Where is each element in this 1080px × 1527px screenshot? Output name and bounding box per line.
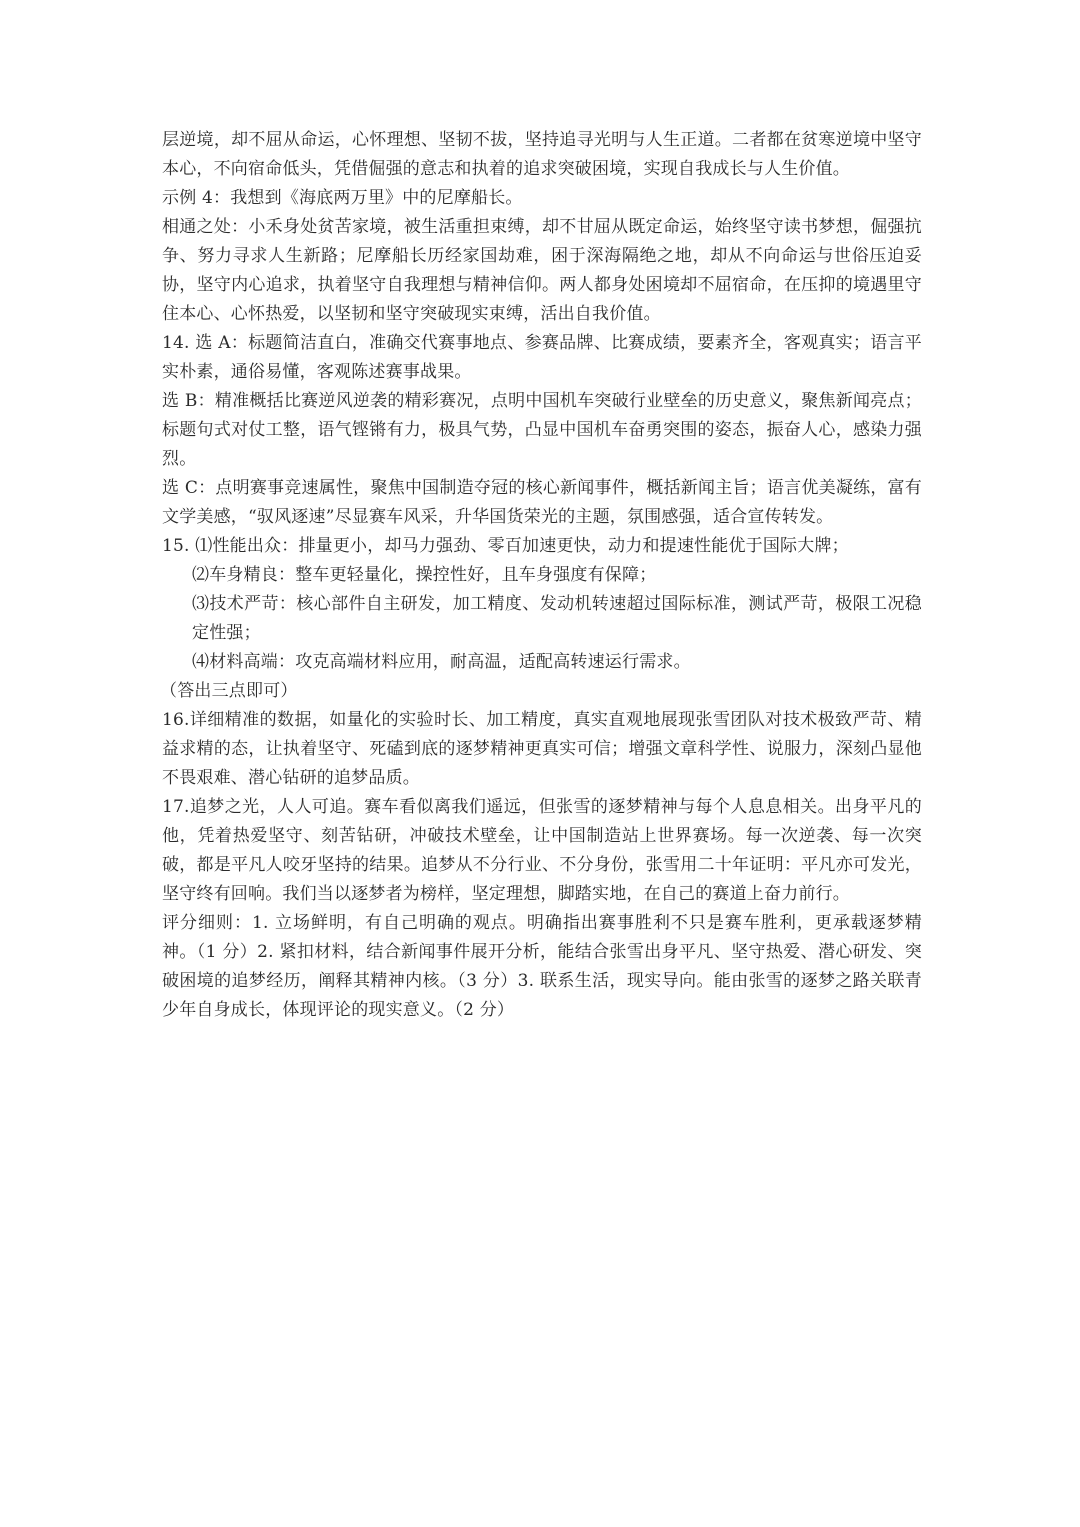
- paragraph-continuation: 层逆境，却不屈从命运，心怀理想、坚韧不拔，坚持追寻光明与人生正道。二者都在贫寒逆境中坚守本心，不向宿命低头，凭借倔强的意志和执着的追求突破困境，实现自我成长与人生价值。: [162, 130, 922, 179]
- answer-text-body: [162, 126, 922, 1025]
- paragraph-q15-point-3: ⑶技术严苛：核心部件自主研发，加工精度、发动机转速超过国际标准，测试严苛，极限工况稳定性强；: [192, 594, 922, 643]
- paragraph-q16: 16.详细精准的数据，如量化的实验时长、加工精度，真实直观地展现张雪团队对技术极致严苛、精益求精的态，让执着坚守、死磕到底的逐梦精神更真实可信；增强文章科学性、说服力，深刻凸显他不畏艰难、潜心钻研的追梦品质。: [162, 710, 922, 788]
- paragraph-q15-point-2: ⑵车身精良：整车更轻量化，操控性好，且车身强度有保障；: [192, 565, 657, 585]
- paragraph-q14-option-c: 选 C：点明赛事竞速属性，聚焦中国制造夺冠的核心新闻事件，概括新闻主旨；语言优美凝练，富有文学美感，“驭风逐速”尽显赛车风采，升华国货荣光的主题，氛围感强，适合宣传转发。: [162, 478, 922, 527]
- paragraph-q14-option-a: 14. 选 A：标题简洁直白，准确交代赛事地点、参赛品牌、比赛成绩，要素齐全，客观真实；语言平实朴素，通俗易懂，客观陈述赛事战果。: [162, 333, 922, 382]
- paragraph-q15-note: （答出三点即可）: [160, 681, 298, 701]
- paragraph-example-4: 示例 4：我想到《海底两万里》中的尼摩船长。: [162, 188, 523, 208]
- paragraph-scoring-rules: 评分细则：1. 立场鲜明，有自己明确的观点。明确指出赛事胜利不只是赛车胜利，更承载逐梦精神。（1 分）2. 紧扣材料，结合新闻事件展开分析，能结合张雪出身平凡、坚守热爱、潜心研发、突破困境的追梦经历，阐释其精神内核。（3 分）3. 联系生活，现实导向。能由张雪的逐梦之路关联青少年自身成长，体现评论的现实意义。（2 分）: [162, 913, 922, 1020]
- paragraph-q15-point-1: 15. ⑴性能出众：排量更小，却马力强劲、零百加速更快，动力和提速性能优于国际大牌；: [162, 536, 849, 556]
- paragraph-q14-option-b: 选 B：精准概括比赛逆风逆袭的精彩赛况，点明中国机车突破行业壁垒的历史意义，聚焦新闻亮点；标题句式对仗工整，语气铿锵有力，极具气势，凸显中国机车奋勇突围的姿态，振奋人心，感染力强烈。: [162, 391, 922, 469]
- paragraph-q17: 17.追梦之光，人人可追。赛车看似离我们遥远，但张雪的逐梦精神与每个人息息相关。出身平凡的他，凭着热爱坚守、刻苦钻研，冲破技术壁垒，让中国制造站上世界赛场。每一次逆袭、每一次突破，都是平凡人咬牙坚持的结果。追梦从不分行业、不分身份，张雪用二十年证明：平凡亦可发光，坚守终有回响。我们当以逐梦者为榜样，坚定理想，脚踏实地，在自己的赛道上奋力前行。: [162, 797, 922, 904]
- paragraph-q15-point-4: ⑷材料高端：攻克高端材料应用，耐高温，适配高转速运行需求。: [192, 652, 691, 672]
- paragraph-similarity: 相通之处：小禾身处贫苦家境，被生活重担束缚，却不甘屈从既定命运，始终坚守读书梦想，倔强抗争、努力寻求人生新路；尼摩船长历经家国劫难，困于深海隔绝之地，却从不向命运与世俗压迫妥协，坚守内心追求，执着坚守自我理想与精神信仰。两人都身处困境却不屈宿命，在压抑的境遇里守住本心、心怀热爱，以坚韧和坚守突破现实束缚，活出自我价值。: [162, 217, 922, 324]
